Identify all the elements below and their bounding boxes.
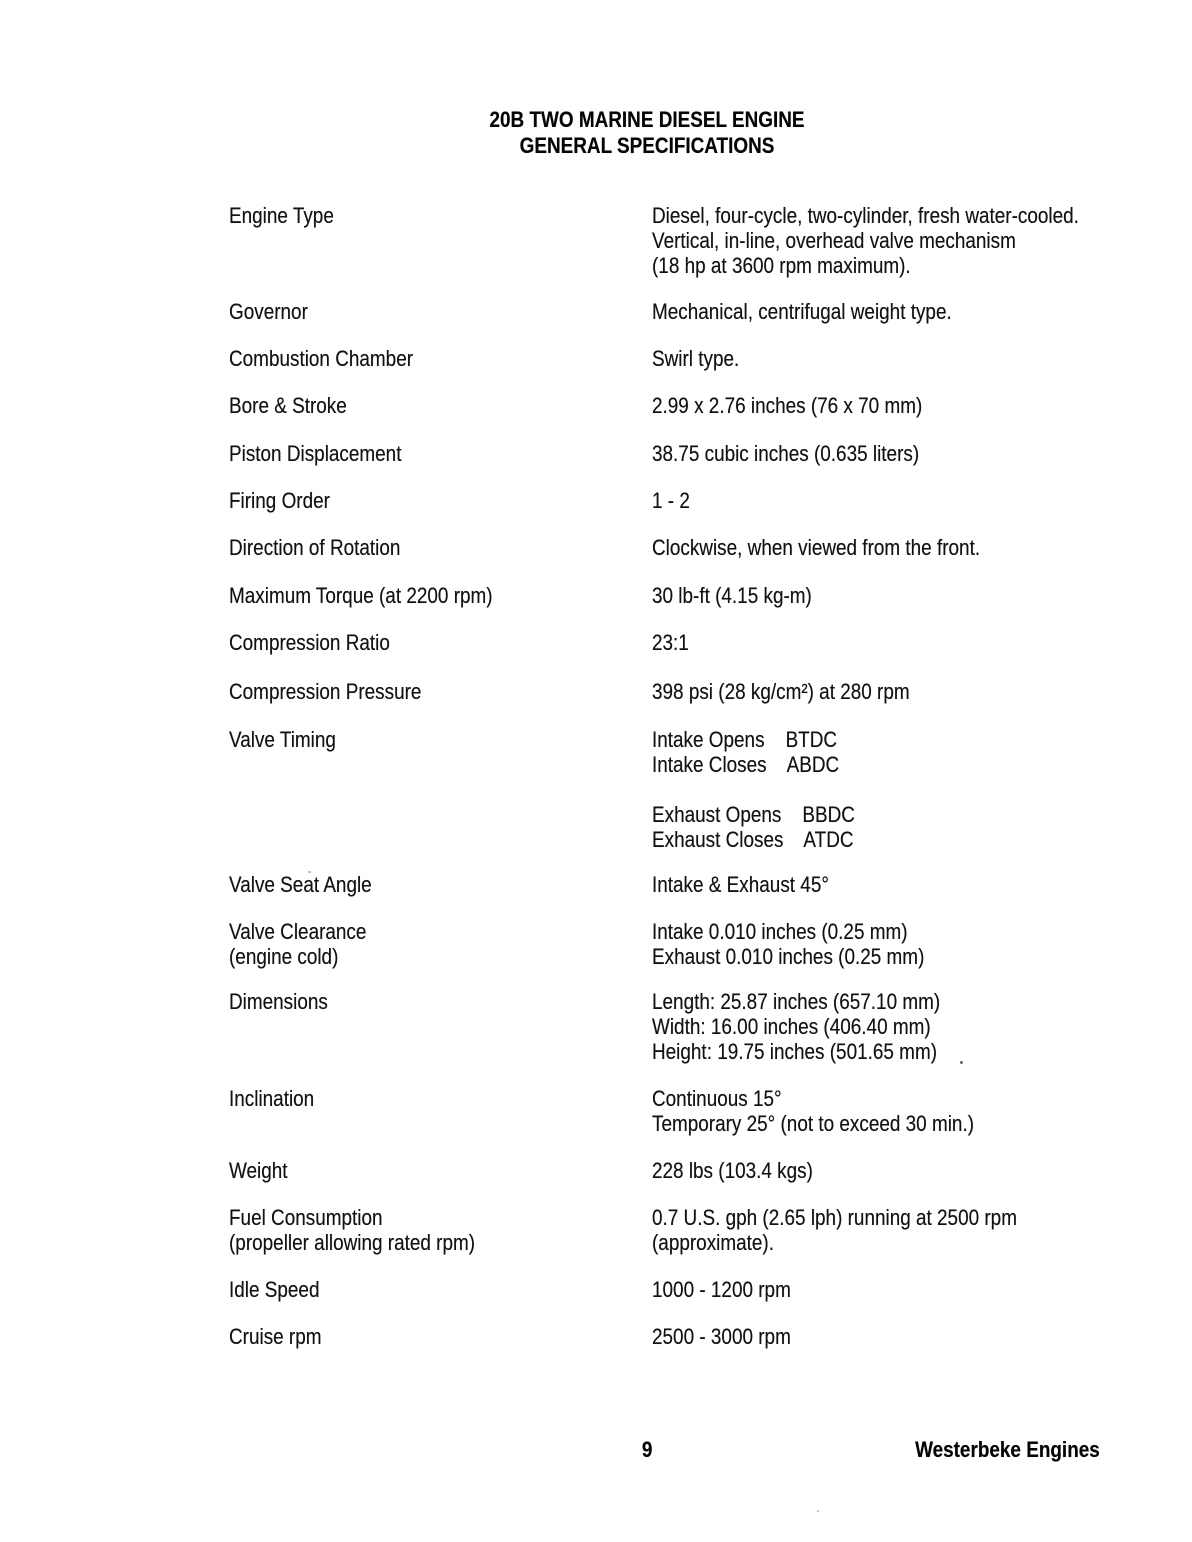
spec-label: [229, 535, 428, 560]
spec-value-line: 1 - 2: [652, 488, 690, 513]
spec-value: [652, 583, 838, 608]
scan-speck: [817, 1510, 819, 1512]
spec-label: [229, 1324, 337, 1349]
spec-label: [229, 203, 351, 228]
spec-value: [652, 299, 1001, 324]
spec-value-line: Diesel, four-cycle, two-cylinder, fresh water-cooled.: [652, 203, 1079, 228]
spec-value-line: [652, 777, 855, 802]
spec-value-line: 2500 - 3000 rpm: [652, 1324, 791, 1349]
spec-value: [652, 989, 987, 1064]
spec-value-line: Intake Opens BTDC: [652, 727, 838, 752]
spec-label-line: Engine Type: [229, 203, 334, 228]
spec-label: [229, 679, 453, 704]
spec-value: [652, 1277, 813, 1302]
spec-label-line: Compression Pressure: [229, 679, 422, 704]
spec-value-line: 1000 - 1200 rpm: [652, 1277, 791, 1302]
spec-value-line: 228 lbs (103.4 kgs): [652, 1158, 813, 1183]
spec-value: [652, 1324, 813, 1349]
spec-label: [229, 441, 430, 466]
spec-label-line: Inclination: [229, 1086, 315, 1111]
spec-label-line: (propeller allowing rated rpm): [229, 1230, 476, 1255]
spec-label: [229, 346, 443, 371]
spec-value-line: Swirl type.: [652, 346, 740, 371]
spec-label-line: Combustion Chamber: [229, 346, 414, 371]
spec-label: [229, 583, 536, 608]
spec-label-line: Dimensions: [229, 989, 328, 1014]
spec-value-line: Intake 0.010 inches (0.25 mm): [652, 919, 908, 944]
spec-value: [652, 441, 963, 466]
spec-value-line: 398 psi (28 kg/cm²) at 280 rpm: [652, 679, 910, 704]
spec-value: [652, 203, 1148, 278]
spec-value-line: Vertical, in-line, overhead valve mechanism: [652, 228, 1016, 253]
spec-value-line: 30 lb-ft (4.15 kg-m): [652, 583, 812, 608]
spec-value-line: 0.7 U.S. gph (2.65 lph) running at 2500 rpm: [652, 1205, 1017, 1230]
spec-label: [229, 989, 344, 1014]
page-title-line1: 20B TWO MARINE DIESEL ENGINE: [489, 107, 805, 132]
spec-label-line: Firing Order: [229, 488, 330, 513]
spec-label-line: Governor: [229, 299, 308, 324]
spec-value-line: Width: 16.00 inches (406.40 mm): [652, 1014, 931, 1039]
spec-value-line: Length: 25.87 inches (657.10 mm): [652, 989, 941, 1014]
spec-value-line: Continuous 15°: [652, 1086, 782, 1111]
spec-value-line: 23:1: [652, 630, 689, 655]
spec-value-line: (18 hp at 3600 rpm maximum).: [652, 253, 911, 278]
scan-speck: [960, 1061, 963, 1064]
spec-value-line: 2.99 x 2.76 inches (76 x 70 mm): [652, 393, 923, 418]
spec-label-line: Idle Speed: [229, 1277, 320, 1302]
spec-label: [229, 1277, 334, 1302]
spec-label: [229, 1086, 328, 1111]
spec-label: [229, 727, 353, 752]
spec-label-line: Direction of Rotation: [229, 535, 401, 560]
spec-value-line: Intake Closes ABDC: [652, 752, 840, 777]
spec-value: [652, 727, 888, 852]
spec-label: [229, 299, 321, 324]
spec-value-line: 38.75 cubic inches (0.635 liters): [652, 441, 920, 466]
spec-label: [229, 1158, 297, 1183]
spec-label-line: Compression Ratio: [229, 630, 390, 655]
spec-value-line: Exhaust Opens BBDC: [652, 802, 855, 827]
spec-label-line: Maximum Torque (at 2200 rpm): [229, 583, 493, 608]
spec-label-line: Fuel Consumption: [229, 1205, 383, 1230]
spec-value: [652, 535, 1034, 560]
spec-label: [229, 919, 389, 969]
spec-label-line: Cruise rpm: [229, 1324, 322, 1349]
spec-value-line: Exhaust 0.010 inches (0.25 mm): [652, 944, 925, 969]
spec-label-line: Valve Seat Angle: [229, 872, 372, 897]
spec-value-line: (approximate).: [652, 1230, 774, 1255]
spec-value-line: Clockwise, when viewed from the front.: [652, 535, 981, 560]
spec-label: [229, 488, 346, 513]
spec-value: [652, 393, 966, 418]
footer-brand-text: Westerbeke Engines: [915, 1437, 1100, 1462]
spec-value: [652, 630, 695, 655]
spec-value: [652, 872, 858, 897]
spec-value: [652, 919, 969, 969]
spec-label-line: Weight: [229, 1158, 288, 1183]
spec-value: [652, 1205, 1076, 1255]
spec-label: [229, 393, 366, 418]
spec-value-line: Mechanical, centrifugal weight type.: [652, 299, 952, 324]
spec-label-line: Piston Displacement: [229, 441, 402, 466]
spec-label-line: Valve Clearance: [229, 919, 367, 944]
footer-brand: [885, 1437, 1100, 1463]
spec-label: [229, 872, 395, 897]
spec-label-line: Bore & Stroke: [229, 393, 347, 418]
spec-value: [652, 679, 952, 704]
scan-speck: [308, 871, 311, 873]
spec-value: [652, 1086, 1026, 1136]
page-title: [227, 107, 1067, 159]
spec-value-line: Temporary 25° (not to exceed 30 min.): [652, 1111, 975, 1136]
spec-value: [652, 346, 753, 371]
spec-value-line: Exhaust Closes ATDC: [652, 827, 854, 852]
spec-value-line: Height: 19.75 inches (501.65 mm): [652, 1039, 938, 1064]
spec-value-line: Intake & Exhaust 45°: [652, 872, 829, 897]
page-number-text: 9: [641, 1437, 653, 1462]
spec-label: [229, 630, 416, 655]
page-title-line2: GENERAL SPECIFICATIONS: [519, 133, 775, 158]
spec-label: [229, 1205, 515, 1255]
spec-label-line: (engine cold): [229, 944, 339, 969]
spec-label-line: Valve Timing: [229, 727, 336, 752]
spec-value: [652, 488, 696, 513]
spec-value: [652, 1158, 839, 1183]
